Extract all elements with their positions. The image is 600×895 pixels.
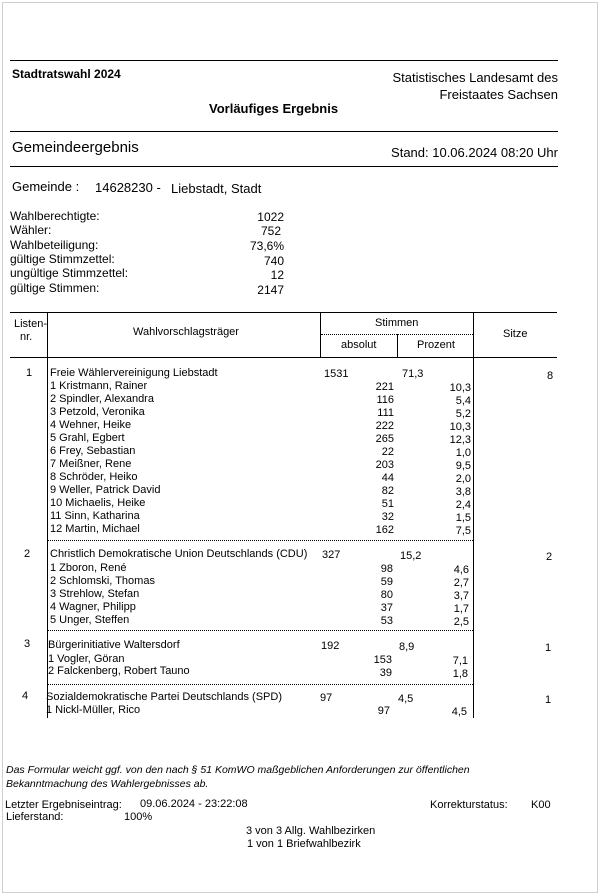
candidate-name: 4 Wehner, Heike — [50, 419, 132, 431]
election-title: Stadtratswahl 2024 — [12, 67, 121, 81]
candidate-name: 10 Michaelis, Heike — [50, 497, 146, 509]
stat-label: gültige Stimmzettel: — [10, 252, 115, 266]
candidate-abs: 44 — [381, 472, 394, 484]
candidate-name: 9 Weller, Patrick David — [50, 484, 161, 496]
last-entry-value: 09.06.2024 - 23:22:08 — [140, 798, 248, 810]
candidate-name: 5 Unger, Steffen — [50, 614, 130, 626]
stat-label: ungültige Stimmzettel: — [10, 266, 129, 280]
candidate-pct: 2,0 — [455, 473, 471, 485]
candidate-name: 2 Schlomski, Thomas — [50, 575, 155, 587]
table-rule-header — [10, 357, 557, 358]
candidate-pct: 12,3 — [449, 434, 471, 446]
candidate-pct: 1,5 — [455, 512, 471, 524]
candidate-abs: 153 — [373, 654, 392, 666]
section-title: Gemeindeergebnis — [12, 139, 139, 156]
stat-value: 73,6% — [249, 239, 284, 253]
office-name-line2: Freistaates Sachsen — [439, 87, 558, 102]
candidate-abs: 97 — [377, 705, 390, 717]
party-nr: 1 — [26, 367, 33, 379]
section-rule-top — [10, 131, 558, 132]
party-sitze: 8 — [547, 370, 554, 382]
candidate-abs: 98 — [380, 563, 393, 575]
party-sitze: 2 — [546, 551, 553, 563]
candidate-pct: 2,5 — [453, 616, 469, 628]
candidate-name: 2 Spindler, Alexandra — [50, 393, 154, 405]
party-name: Freie Wählervereinigung Liebstadt — [50, 367, 218, 379]
result-subtitle: Vorläufiges Ergebnis — [209, 101, 339, 116]
party-divider — [48, 684, 473, 685]
candidate-pct: 3,7 — [453, 590, 469, 602]
candidate-name: 5 Grahl, Egbert — [50, 432, 125, 444]
disclaimer-line2: Bekanntmachung des Wahlergebnisses ab. — [6, 778, 209, 790]
candidate-abs: 116 — [376, 394, 394, 406]
party-absolut: 1531 — [324, 368, 349, 380]
col-header-absolut: absolut — [341, 339, 377, 351]
candidate-pct: 1,0 — [455, 447, 471, 459]
district-count-general: 3 von 3 Allg. Wahlbezirken — [246, 825, 376, 837]
candidate-pct: 7,5 — [455, 525, 471, 537]
candidate-abs: 111 — [377, 407, 394, 419]
delivery-label: Lieferstand: — [6, 811, 64, 823]
candidate-abs: 203 — [375, 459, 394, 471]
candidate-abs: 265 — [375, 433, 394, 445]
party-sitze: 1 — [545, 642, 552, 654]
party-prozent: 15,2 — [400, 550, 422, 562]
candidate-abs: 222 — [375, 420, 394, 432]
candidate-name: 2 Falckenberg, Robert Tauno — [48, 665, 190, 677]
party-prozent: 71,3 — [402, 368, 424, 380]
correction-value: K00 — [531, 799, 551, 811]
disclaimer-line1: Das Formular weicht ggf. von den nach § 51 KomWO maßgeblichen Anforderungen zur öffentlichen — [6, 764, 470, 776]
stat-label: Wähler: — [10, 223, 52, 237]
candidate-pct: 10,3 — [449, 421, 471, 433]
candidate-pct: 5,2 — [455, 408, 471, 420]
party-prozent: 4,5 — [398, 693, 414, 705]
candidate-abs: 39 — [379, 667, 392, 679]
col-header-sitze: Sitze — [503, 328, 528, 340]
candidate-pct: 2,7 — [453, 577, 469, 589]
candidate-abs: 221 — [375, 381, 394, 393]
stimmen-divider — [321, 334, 473, 335]
col-divider — [320, 312, 321, 358]
stat-label: gültige Stimmen: — [10, 281, 100, 295]
stat-value: 740 — [263, 254, 284, 268]
col-header-listen: Listen- — [14, 318, 48, 330]
stand-timestamp: Stand: 10.06.2024 08:20 Uhr — [391, 145, 558, 160]
party-absolut: 192 — [321, 640, 340, 652]
col-header-traeger: Wahlvorschlagsträger — [133, 326, 239, 338]
candidate-pct: 2,4 — [455, 499, 471, 511]
candidate-abs: 82 — [381, 485, 394, 497]
candidate-name: 3 Petzold, Veronika — [50, 406, 145, 418]
candidate-name: 1 Vogler, Göran — [48, 653, 125, 665]
candidate-pct: 4,5 — [451, 706, 467, 718]
stat-label: Wahlbeteiligung: — [10, 238, 99, 252]
stat-value: 12 — [270, 268, 284, 282]
party-nr: 4 — [22, 690, 29, 702]
party-absolut: 327 — [322, 549, 341, 561]
col-divider — [473, 312, 474, 718]
party-sitze: 1 — [545, 694, 552, 706]
candidate-pct: 7,1 — [452, 655, 468, 667]
col-header-nr: nr. — [20, 331, 33, 343]
candidate-name: 4 Wagner, Philipp — [50, 601, 136, 613]
party-nr: 3 — [24, 638, 31, 650]
gemeinde-code: 14628230 - — [95, 180, 161, 195]
gemeinde-label: Gemeinde : — [12, 179, 80, 194]
top-rule — [10, 60, 558, 61]
col-divider — [397, 334, 398, 358]
stat-value: 1022 — [257, 210, 284, 224]
party-name: Bürgerinitiative Waltersdorf — [48, 639, 180, 651]
candidate-abs: 59 — [380, 576, 393, 588]
gemeinde-name: Liebstadt, Stadt — [171, 181, 262, 196]
candidate-name: 1 Kristmann, Rainer — [50, 380, 148, 392]
delivery-value: 100% — [124, 811, 153, 823]
candidate-pct: 5,4 — [455, 395, 471, 407]
party-divider — [48, 630, 473, 631]
candidate-pct: 4,6 — [453, 564, 469, 576]
district-count-postal: 1 von 1 Briefwahlbezirk — [247, 838, 361, 850]
stat-value: 752 — [260, 224, 281, 238]
candidate-name: 6 Frey, Sebastian — [50, 445, 136, 457]
correction-label: Korrekturstatus: — [430, 799, 508, 811]
candidate-pct: 9,5 — [455, 460, 471, 472]
last-entry-label: Letzter Ergebniseintrag: — [5, 799, 122, 811]
candidate-pct: 3,8 — [455, 486, 471, 498]
candidate-pct: 1,8 — [452, 668, 468, 680]
stat-label: Wahlberechtigte: — [10, 209, 100, 223]
candidate-abs: 53 — [380, 615, 393, 627]
candidate-pct: 1,7 — [453, 603, 469, 615]
col-header-prozent: Prozent — [417, 339, 455, 351]
section-rule-bottom — [10, 166, 558, 167]
party-prozent: 8,9 — [399, 641, 415, 653]
candidate-abs: 22 — [381, 446, 394, 458]
candidate-pct: 10,3 — [449, 382, 471, 394]
table-rule-top — [10, 312, 557, 313]
stat-value: 2147 — [257, 283, 284, 297]
candidate-abs: 162 — [375, 524, 394, 536]
party-nr: 2 — [24, 548, 31, 560]
party-name: Sozialdemokratische Partei Deutschlands (SPD) — [46, 691, 282, 703]
candidate-name: 7 Meißner, Rene — [50, 458, 132, 470]
candidate-name: 3 Strehlow, Stefan — [50, 588, 140, 600]
col-header-stimmen: Stimmen — [375, 317, 419, 329]
candidate-name: 11 Sinn, Katharina — [50, 510, 140, 522]
candidate-name: 12 Martin, Michael — [50, 523, 140, 535]
candidate-name: 8 Schröder, Heiko — [50, 471, 138, 483]
candidate-name: 1 Nickl-Müller, Rico — [46, 704, 141, 716]
candidate-abs: 51 — [381, 498, 394, 510]
office-name-line1: Statistisches Landesamt des — [392, 70, 558, 85]
candidate-abs: 37 — [380, 602, 393, 614]
party-absolut: 97 — [320, 692, 333, 704]
party-name: Christlich Demokratische Union Deutschlands (CDU) — [50, 548, 308, 560]
party-divider — [48, 540, 473, 541]
candidate-name: 1 Zboron, René — [50, 562, 127, 574]
candidate-abs: 80 — [380, 589, 393, 601]
candidate-abs: 32 — [381, 511, 394, 523]
